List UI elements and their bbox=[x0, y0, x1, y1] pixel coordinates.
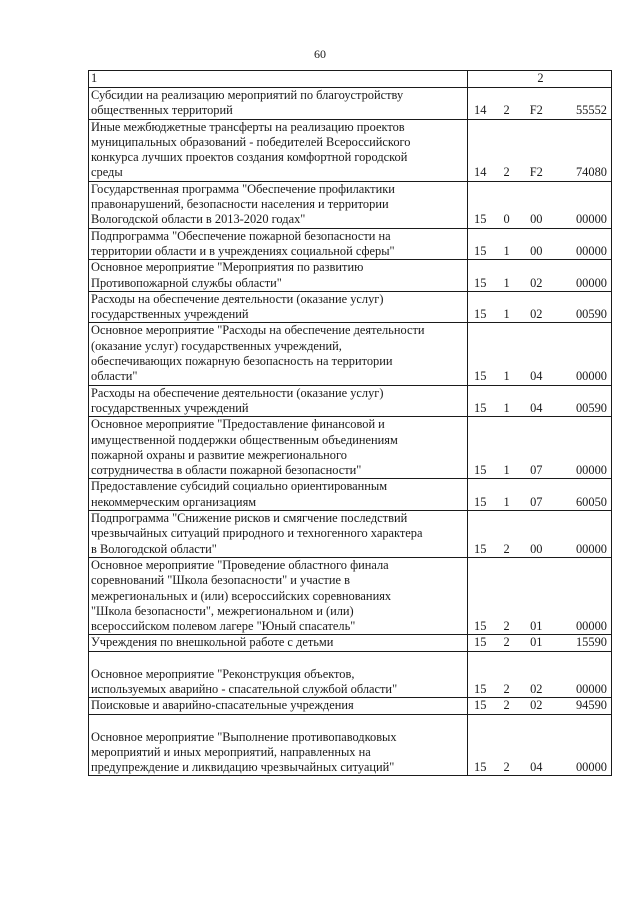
subprogram-code: 1 bbox=[503, 369, 510, 384]
table-row bbox=[89, 511, 612, 558]
row-description-cell bbox=[89, 698, 468, 714]
row-description-cell bbox=[89, 260, 468, 292]
code-group bbox=[474, 212, 607, 227]
program-code: 15 bbox=[474, 760, 487, 775]
row-description: Предоставление субсидий социально ориентированным некоммерческим организациям bbox=[91, 479, 388, 509]
subprogram-code: 2 bbox=[503, 541, 510, 556]
activity-code: 00 bbox=[530, 243, 543, 258]
direction-code: 00000 bbox=[575, 369, 607, 384]
row-code-cell bbox=[468, 385, 612, 417]
code-group bbox=[474, 276, 607, 291]
row-code-cell bbox=[468, 635, 612, 651]
code-group bbox=[474, 760, 607, 775]
table-header-row bbox=[89, 71, 612, 88]
direction-code: 00000 bbox=[575, 463, 607, 478]
direction-code: 60050 bbox=[575, 494, 607, 509]
row-code-cell bbox=[468, 698, 612, 714]
activity-code: 02 bbox=[530, 307, 543, 322]
program-code: 15 bbox=[474, 635, 487, 650]
subprogram-code: 1 bbox=[503, 307, 510, 322]
row-description-cell bbox=[89, 511, 468, 558]
table-row bbox=[89, 119, 612, 181]
subprogram-code: 2 bbox=[503, 760, 510, 775]
row-code-cell bbox=[468, 511, 612, 558]
program-code: 14 bbox=[474, 103, 487, 118]
direction-code: 55552 bbox=[575, 103, 607, 118]
code-group bbox=[474, 682, 607, 697]
table-row bbox=[89, 228, 612, 260]
program-code: 15 bbox=[474, 400, 487, 415]
subprogram-code: 2 bbox=[503, 681, 510, 696]
program-code: 15 bbox=[474, 494, 487, 509]
row-description-cell bbox=[89, 181, 468, 228]
activity-code: 00 bbox=[530, 541, 543, 556]
row-description: Основное мероприятие "Расходы на обеспечение деятельности (оказание услуг) государственных учреждений, обеспечивающих пожарную безопасность на территории области" bbox=[91, 323, 425, 384]
row-description: Иные межбюджетные трансферты на реализацию проектов муниципальных образований - победителей Всероссийского конкурса лучших проектов создания комфортной городской среды bbox=[91, 119, 411, 180]
row-description: Основное мероприятие "Предоставление финансовой и имущественной поддержки общественным объединениям пожарной охраны и развитие межрегионального сотрудничества в области пожарной безопасности" bbox=[91, 417, 398, 478]
direction-code: 00000 bbox=[575, 243, 607, 258]
row-description-cell bbox=[89, 88, 468, 120]
row-description: Подпрограмма "Обеспечение пожарной безопасности на территории области и в учреждениях социальной сферы" bbox=[91, 228, 395, 258]
row-code-cell bbox=[468, 119, 612, 181]
table-row bbox=[89, 698, 612, 714]
table-row bbox=[89, 385, 612, 417]
code-group bbox=[474, 244, 607, 259]
program-code: 15 bbox=[474, 619, 487, 634]
row-description: Основное мероприятие "Реконструкция объектов, используемых аварийно - спасательной службой области" bbox=[91, 666, 398, 696]
row-code-cell bbox=[468, 228, 612, 260]
direction-code: 00000 bbox=[575, 541, 607, 556]
row-description-cell bbox=[89, 323, 468, 385]
row-code-cell bbox=[468, 260, 612, 292]
code-group bbox=[474, 495, 607, 510]
activity-code: 01 bbox=[530, 619, 543, 634]
row-description: Государственная программа "Обеспечение профилактики правонарушений, безопасности населения и территории Вологодской области в 2013-2020 годах" bbox=[91, 181, 395, 227]
code-group bbox=[474, 369, 607, 384]
row-description-cell bbox=[89, 651, 468, 698]
activity-code: 07 bbox=[530, 494, 543, 509]
table-row bbox=[89, 651, 612, 698]
row-description: Основное мероприятие "Проведение областного финала соревнований "Школа безопасности" и участие в межрегиональных и (или) всероссийских соревнованиях "Школа безопасности", межрегиональном и (или) всероссийском полевом лагере "Юный спасатель" bbox=[91, 557, 392, 634]
direction-code: 00000 bbox=[575, 681, 607, 696]
row-description-cell bbox=[89, 385, 468, 417]
program-code: 15 bbox=[474, 275, 487, 290]
subprogram-code: 2 bbox=[503, 635, 510, 650]
direction-code: 00000 bbox=[575, 619, 607, 634]
row-description-cell bbox=[89, 228, 468, 260]
row-code-cell bbox=[468, 714, 612, 776]
blank-line-spacer bbox=[91, 715, 465, 730]
row-description-cell bbox=[89, 417, 468, 479]
program-code: 15 bbox=[474, 212, 487, 227]
code-group bbox=[474, 463, 607, 478]
subprogram-code: 1 bbox=[503, 463, 510, 478]
row-description: Расходы на обеспечение деятельности (оказание услуг) государственных учреждений bbox=[91, 385, 384, 415]
program-code: 15 bbox=[474, 307, 487, 322]
code-group bbox=[474, 698, 607, 713]
table-row bbox=[89, 417, 612, 479]
activity-code: 04 bbox=[530, 760, 543, 775]
subprogram-code: 2 bbox=[503, 165, 510, 180]
program-code: 15 bbox=[474, 243, 487, 258]
row-description: Основное мероприятие "Мероприятия по развитию Противопожарной службы области" bbox=[91, 260, 364, 290]
activity-code: 02 bbox=[530, 681, 543, 696]
table-row bbox=[89, 323, 612, 385]
row-code-cell bbox=[468, 557, 612, 634]
activity-code: 00 bbox=[530, 212, 543, 227]
code-group bbox=[474, 401, 607, 416]
row-description-cell bbox=[89, 635, 468, 651]
row-description: Субсидии на реализацию мероприятий по благоустройству общественных территорий bbox=[91, 88, 404, 118]
subprogram-code: 1 bbox=[503, 275, 510, 290]
program-code: 15 bbox=[474, 681, 487, 696]
table-row bbox=[89, 479, 612, 511]
subprogram-code: 2 bbox=[503, 698, 510, 713]
code-group bbox=[474, 103, 607, 118]
table-row bbox=[89, 635, 612, 651]
subprogram-code: 2 bbox=[503, 103, 510, 118]
code-group bbox=[474, 619, 607, 634]
activity-code: 02 bbox=[530, 275, 543, 290]
row-code-cell bbox=[468, 323, 612, 385]
row-code-cell bbox=[468, 88, 612, 120]
subprogram-code: 1 bbox=[503, 400, 510, 415]
code-group bbox=[474, 165, 607, 180]
table-row bbox=[89, 291, 612, 323]
direction-code: 00000 bbox=[575, 212, 607, 227]
direction-code: 00590 bbox=[575, 400, 607, 415]
activity-code: 04 bbox=[530, 400, 543, 415]
page-number: 60 bbox=[314, 47, 326, 61]
row-code-cell bbox=[468, 479, 612, 511]
row-description: Основное мероприятие "Выполнение противопаводковых мероприятий и иных мероприятий, направленных на предупреждение и ликвидацию чрезвычайных ситуаций" bbox=[91, 729, 397, 775]
budget-classification-table bbox=[88, 70, 612, 776]
code-group bbox=[474, 635, 607, 650]
subprogram-code: 1 bbox=[503, 494, 510, 509]
activity-code: F2 bbox=[529, 103, 543, 118]
row-code-cell bbox=[468, 651, 612, 698]
program-code: 15 bbox=[474, 541, 487, 556]
program-code: 14 bbox=[474, 165, 487, 180]
activity-code: 04 bbox=[530, 369, 543, 384]
table-row bbox=[89, 88, 612, 120]
subprogram-code: 0 bbox=[503, 212, 510, 227]
subprogram-code: 1 bbox=[503, 243, 510, 258]
code-group bbox=[474, 307, 607, 322]
program-code: 15 bbox=[474, 463, 487, 478]
program-code: 15 bbox=[474, 369, 487, 384]
table-row bbox=[89, 181, 612, 228]
row-description-cell bbox=[89, 291, 468, 323]
activity-code: 07 bbox=[530, 463, 543, 478]
subprogram-code: 2 bbox=[503, 619, 510, 634]
header-col-1: 1 bbox=[89, 71, 468, 88]
blank-line-spacer bbox=[91, 652, 465, 667]
direction-code: 74080 bbox=[575, 165, 607, 180]
table-row bbox=[89, 714, 612, 776]
table-row bbox=[89, 260, 612, 292]
code-group bbox=[474, 542, 607, 557]
row-description-cell bbox=[89, 479, 468, 511]
direction-code: 00000 bbox=[575, 275, 607, 290]
row-code-cell bbox=[468, 181, 612, 228]
activity-code: 02 bbox=[530, 698, 543, 713]
table-row bbox=[89, 557, 612, 634]
activity-code: 01 bbox=[530, 635, 543, 650]
row-description: Поисковые и аварийно-спасательные учреждения bbox=[91, 698, 354, 713]
direction-code: 15590 bbox=[575, 635, 607, 650]
row-code-cell bbox=[468, 291, 612, 323]
direction-code: 00000 bbox=[575, 760, 607, 775]
direction-code: 94590 bbox=[575, 698, 607, 713]
row-description: Учреждения по внешкольной работе с детьми bbox=[91, 635, 334, 650]
row-description: Подпрограмма "Снижение рисков и смягчение последствий чрезвычайных ситуаций природного и техногенного характера в Вологодской области" bbox=[91, 511, 423, 556]
activity-code: F2 bbox=[529, 165, 543, 180]
row-code-cell bbox=[468, 417, 612, 479]
direction-code: 00590 bbox=[575, 307, 607, 322]
row-description-cell bbox=[89, 119, 468, 181]
row-description-cell bbox=[89, 557, 468, 634]
program-code: 15 bbox=[474, 698, 487, 713]
row-description: Расходы на обеспечение деятельности (оказание услуг) государственных учреждений bbox=[91, 291, 384, 322]
row-description-cell bbox=[89, 714, 468, 776]
header-col-2: 2 bbox=[468, 71, 612, 88]
